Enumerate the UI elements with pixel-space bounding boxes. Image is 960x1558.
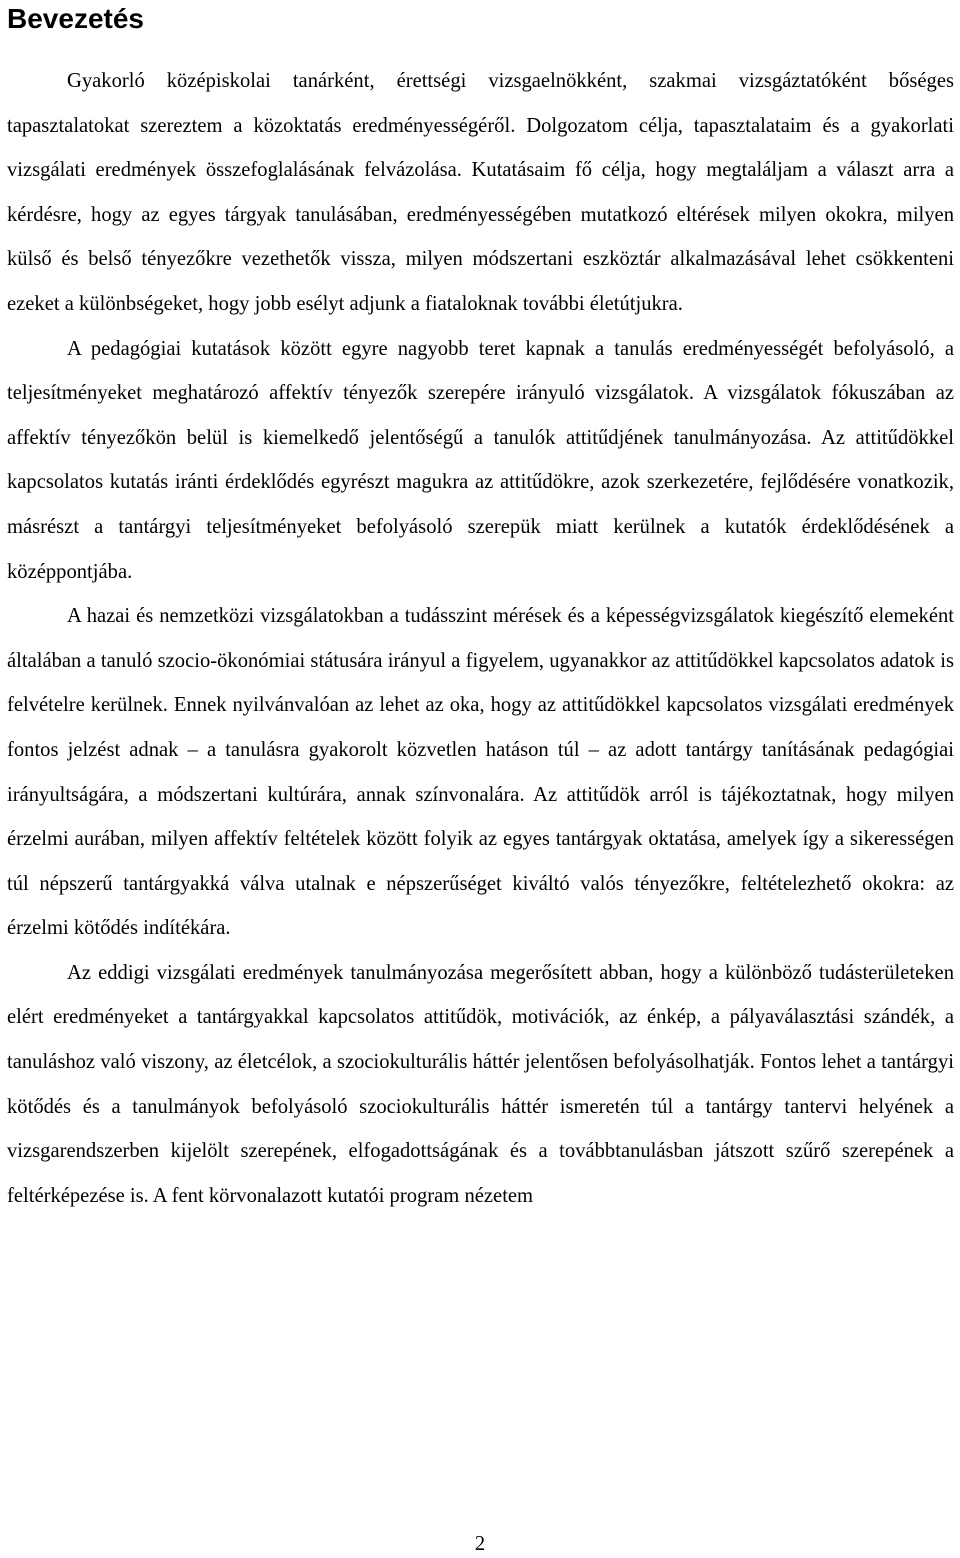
paragraph-4: Az eddigi vizsgálati eredmények tanulmányozása megerősített abban, hogy a különböző tudásterületeken elért eredményeket a tantárgyakkal kapcsolatos attitűdök, motivációk, az énkép, a pályaválasztási szándék, a tanuláshoz való viszony, az életcélok, a szociokulturális háttér jelentősen befolyásolhatják. Fontos lehet a tantárgyi kötődés és a tanulmányok befolyásoló szociokulturális háttér ismeretén túl a tantárgy tantervi helyének a vizsgarendszerben kijelölt szerepének, elfogadottságának és a továbbtanulásban játszott szűrő szerepének a feltérképezése is. A fent körvonalazott kutatói program nézetem xyxy=(7,961,954,1207)
paragraph-1: Gyakorló középiskolai tanárként, érettségi vizsgaelnökként, szakmai vizsgáztatóként bőséges tapasztalatokat szereztem a közoktatás eredményességéről. Dolgozatom célja, tapasztalataim és a gyakorlati vizsgálati eredmények összefoglalásának felvázolása. Kutatásaim fő célja, hogy megtaláljam a választ arra a kérdésre, hogy az egyes tárgyak tanulásában, eredményességében mutatkozó eltérések milyen okokra, milyen külső és belső tényezőkre vezethetők vissza, milyen módszertani eszköztár alkalmazásával lehet csökkenteni ezeket a különbségeket, hogy jobb esélyt adjunk a fiataloknak további életútjukra. xyxy=(7,70,954,315)
section-heading: Bevezetés xyxy=(7,3,144,34)
paragraph-2: A pedagógiai kutatások között egyre nagyobb teret kapnak a tanulás eredményességét befolyásoló, a teljesítményeket meghatározó affektív tényezők szerepére irányuló vizsgálatok. A vizsgálatok fókuszában az affektív tényezőkön belül is kiemelkedő jelentőségű a tanulók attitűdjének tanulmányozása. Az attitűdökkel kapcsolatos kutatás iránti érdeklődés egyrészt magukra az attitűdökre, azok szerkezetére, fejlődésére vonatkozik, másrészt a tantárgyi teljesítményeket befolyásoló szerepük miatt kerülnek a kutatók érdeklődésének a középpontjába. xyxy=(7,337,954,583)
paragraph-3: A hazai és nemzetközi vizsgálatokban a tudásszint mérések és a képességvizsgálatok kiegészítő elemeként általában a tanuló szocio-ökonómiai státusára irányul a figyelem, ugyanakkor az attitűdökkel kapcsolatos adatok is felvételre kerülnek. Ennek nyilvánvalóan az lehet az oka, hogy az attitűdökkel kapcsolatos vizsgálati eredmények fontos jelzést adnak – a tanulásra gyakorolt közvetlen hatáson túl – az adott tantárgy tanításának pedagógiai irányultságára, a módszertani kultúrára, annak színvonalára. Az attitűdök arról is tájékoztatnak, hogy milyen érzelmi aurában, milyen affektív feltételek között folyik az egyes tantárgyak oktatása, amelyek így a sikerességen túl népszerű tantárgyakká válva utalnak e népszerűséget kiváltó valós tényezőkre, feltételezhető okokra: az érzelmi kötődés indítékára. xyxy=(7,605,954,940)
page-number: 2 xyxy=(474,1533,486,1555)
